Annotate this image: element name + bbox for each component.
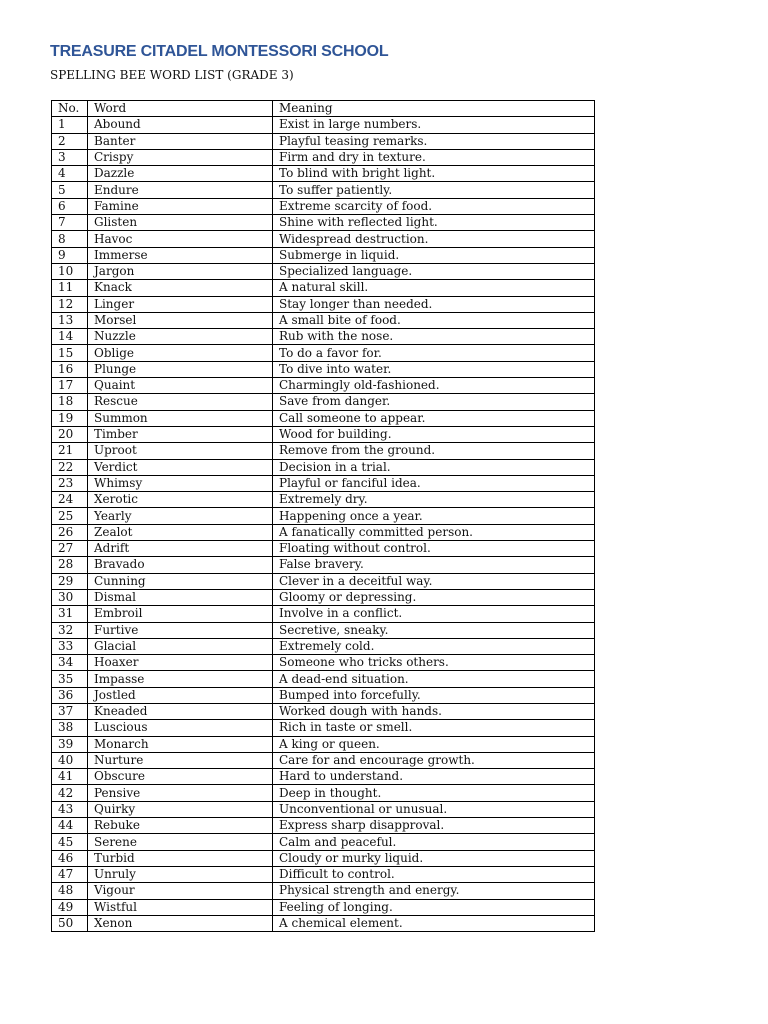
word-cell: Immerse xyxy=(88,247,273,263)
word-cell: Cunning xyxy=(88,573,273,589)
table-row xyxy=(52,720,595,736)
word-cell: Glacial xyxy=(88,638,273,654)
word-cell: Uproot xyxy=(88,443,273,459)
word-cell: Verdict xyxy=(88,459,273,475)
meaning-cell: Hard to understand. xyxy=(273,769,595,785)
row-number: 32 xyxy=(52,622,88,638)
row-number: 2 xyxy=(52,133,88,149)
meaning-cell: A natural skill. xyxy=(273,280,595,296)
row-number: 41 xyxy=(52,769,88,785)
word-cell: Linger xyxy=(88,296,273,312)
table-row xyxy=(52,655,595,671)
word-cell: Timber xyxy=(88,426,273,442)
table-row xyxy=(52,475,595,491)
table-row xyxy=(52,280,595,296)
word-cell: Hoaxer xyxy=(88,655,273,671)
row-number: 18 xyxy=(52,394,88,410)
table-row xyxy=(52,329,595,345)
row-number: 5 xyxy=(52,182,88,198)
row-number: 21 xyxy=(52,443,88,459)
word-cell: Crispy xyxy=(88,149,273,165)
table-row xyxy=(52,818,595,834)
table-row xyxy=(52,133,595,149)
column-header-word: Word xyxy=(88,101,273,117)
meaning-cell: Save from danger. xyxy=(273,394,595,410)
row-number: 45 xyxy=(52,834,88,850)
row-number: 50 xyxy=(52,915,88,931)
row-number: 31 xyxy=(52,606,88,622)
word-cell: Glisten xyxy=(88,215,273,231)
row-number: 38 xyxy=(52,720,88,736)
word-cell: Adrift xyxy=(88,541,273,557)
table-row xyxy=(52,378,595,394)
row-number: 17 xyxy=(52,378,88,394)
word-cell: Obscure xyxy=(88,769,273,785)
word-cell: Nuzzle xyxy=(88,329,273,345)
row-number: 26 xyxy=(52,524,88,540)
meaning-cell: Wood for building. xyxy=(273,426,595,442)
row-number: 20 xyxy=(52,426,88,442)
word-cell: Rebuke xyxy=(88,818,273,834)
table-row xyxy=(52,687,595,703)
row-number: 24 xyxy=(52,492,88,508)
row-number: 29 xyxy=(52,573,88,589)
word-cell: Furtive xyxy=(88,622,273,638)
table-row xyxy=(52,703,595,719)
word-cell: Dismal xyxy=(88,589,273,605)
meaning-cell: Shine with reflected light. xyxy=(273,215,595,231)
meaning-cell: Bumped into forcefully. xyxy=(273,687,595,703)
word-table-body xyxy=(52,101,595,932)
meaning-cell: Worked dough with hands. xyxy=(273,703,595,719)
row-number: 33 xyxy=(52,638,88,654)
word-cell: Dazzle xyxy=(88,166,273,182)
word-cell: Xerotic xyxy=(88,492,273,508)
word-cell: Oblige xyxy=(88,345,273,361)
table-row xyxy=(52,426,595,442)
table-row xyxy=(52,801,595,817)
word-cell: Embroil xyxy=(88,606,273,622)
word-cell: Whimsy xyxy=(88,475,273,491)
word-cell: Banter xyxy=(88,133,273,149)
meaning-cell: Firm and dry in texture. xyxy=(273,149,595,165)
row-number: 36 xyxy=(52,687,88,703)
row-number: 1 xyxy=(52,117,88,133)
word-cell: Turbid xyxy=(88,850,273,866)
table-row xyxy=(52,443,595,459)
meaning-cell: Unconventional or unusual. xyxy=(273,801,595,817)
meaning-cell: Stay longer than needed. xyxy=(273,296,595,312)
meaning-cell: False bravery. xyxy=(273,557,595,573)
row-number: 7 xyxy=(52,215,88,231)
row-number: 43 xyxy=(52,801,88,817)
table-row xyxy=(52,899,595,915)
table-row xyxy=(52,182,595,198)
meaning-cell: Deep in thought. xyxy=(273,785,595,801)
meaning-cell: Specialized language. xyxy=(273,263,595,279)
row-number: 15 xyxy=(52,345,88,361)
word-cell: Impasse xyxy=(88,671,273,687)
row-number: 47 xyxy=(52,866,88,882)
word-cell: Yearly xyxy=(88,508,273,524)
row-number: 28 xyxy=(52,557,88,573)
word-cell: Abound xyxy=(88,117,273,133)
table-row xyxy=(52,866,595,882)
word-cell: Bravado xyxy=(88,557,273,573)
row-number: 8 xyxy=(52,231,88,247)
meaning-cell: Physical strength and energy. xyxy=(273,883,595,899)
row-number: 22 xyxy=(52,459,88,475)
table-row xyxy=(52,589,595,605)
meaning-cell: A king or queen. xyxy=(273,736,595,752)
word-cell: Plunge xyxy=(88,361,273,377)
word-cell: Unruly xyxy=(88,866,273,882)
word-cell: Quirky xyxy=(88,801,273,817)
word-cell: Monarch xyxy=(88,736,273,752)
table-row xyxy=(52,850,595,866)
table-row xyxy=(52,215,595,231)
word-cell: Endure xyxy=(88,182,273,198)
row-number: 23 xyxy=(52,475,88,491)
word-cell: Famine xyxy=(88,198,273,214)
table-row xyxy=(52,671,595,687)
word-cell: Rescue xyxy=(88,394,273,410)
meaning-cell: A chemical element. xyxy=(273,915,595,931)
table-row xyxy=(52,834,595,850)
row-number: 14 xyxy=(52,329,88,345)
row-number: 25 xyxy=(52,508,88,524)
meaning-cell: Happening once a year. xyxy=(273,508,595,524)
row-number: 3 xyxy=(52,149,88,165)
table-row xyxy=(52,361,595,377)
meaning-cell: To blind with bright light. xyxy=(273,166,595,182)
table-row xyxy=(52,557,595,573)
list-subtitle: SPELLING BEE WORD LIST (GRADE 3) xyxy=(50,68,294,82)
row-number: 37 xyxy=(52,703,88,719)
meaning-cell: Extremely cold. xyxy=(273,638,595,654)
table-row xyxy=(52,508,595,524)
school-title: TREASURE CITADEL MONTESSORI SCHOOL xyxy=(50,43,389,60)
table-row xyxy=(52,312,595,328)
table-row xyxy=(52,752,595,768)
meaning-cell: Extreme scarcity of food. xyxy=(273,198,595,214)
meaning-cell: Playful or fanciful idea. xyxy=(273,475,595,491)
table-row xyxy=(52,198,595,214)
meaning-cell: To do a favor for. xyxy=(273,345,595,361)
meaning-cell: Someone who tricks others. xyxy=(273,655,595,671)
row-number: 35 xyxy=(52,671,88,687)
table-row xyxy=(52,785,595,801)
row-number: 46 xyxy=(52,850,88,866)
word-cell: Morsel xyxy=(88,312,273,328)
meaning-cell: A small bite of food. xyxy=(273,312,595,328)
table-row xyxy=(52,263,595,279)
row-number: 48 xyxy=(52,883,88,899)
row-number: 9 xyxy=(52,247,88,263)
table-row xyxy=(52,638,595,654)
meaning-cell: A dead-end situation. xyxy=(273,671,595,687)
table-row xyxy=(52,524,595,540)
word-cell: Jostled xyxy=(88,687,273,703)
word-cell: Knack xyxy=(88,280,273,296)
meaning-cell: Widespread destruction. xyxy=(273,231,595,247)
column-header-number: No. xyxy=(52,101,88,117)
row-number: 49 xyxy=(52,899,88,915)
word-cell: Serene xyxy=(88,834,273,850)
table-row xyxy=(52,883,595,899)
meaning-cell: Calm and peaceful. xyxy=(273,834,595,850)
meaning-cell: Cloudy or murky liquid. xyxy=(273,850,595,866)
meaning-cell: Floating without control. xyxy=(273,541,595,557)
table-row xyxy=(52,573,595,589)
meaning-cell: Feeling of longing. xyxy=(273,899,595,915)
row-number: 6 xyxy=(52,198,88,214)
meaning-cell: Call someone to appear. xyxy=(273,410,595,426)
table-header-row xyxy=(52,101,595,117)
word-cell: Kneaded xyxy=(88,703,273,719)
word-table xyxy=(51,100,595,932)
table-row xyxy=(52,541,595,557)
table-row xyxy=(52,769,595,785)
meaning-cell: Difficult to control. xyxy=(273,866,595,882)
meaning-cell: Remove from the ground. xyxy=(273,443,595,459)
row-number: 12 xyxy=(52,296,88,312)
meaning-cell: Rub with the nose. xyxy=(273,329,595,345)
word-cell: Wistful xyxy=(88,899,273,915)
meaning-cell: Involve in a conflict. xyxy=(273,606,595,622)
meaning-cell: Exist in large numbers. xyxy=(273,117,595,133)
table-row xyxy=(52,394,595,410)
table-row xyxy=(52,117,595,133)
table-row xyxy=(52,345,595,361)
meaning-cell: Charmingly old-fashioned. xyxy=(273,378,595,394)
word-cell: Quaint xyxy=(88,378,273,394)
meaning-cell: Gloomy or depressing. xyxy=(273,589,595,605)
row-number: 34 xyxy=(52,655,88,671)
meaning-cell: Extremely dry. xyxy=(273,492,595,508)
meaning-cell: Rich in taste or smell. xyxy=(273,720,595,736)
row-number: 16 xyxy=(52,361,88,377)
meaning-cell: A fanatically committed person. xyxy=(273,524,595,540)
meaning-cell: Express sharp disapproval. xyxy=(273,818,595,834)
word-cell: Jargon xyxy=(88,263,273,279)
row-number: 19 xyxy=(52,410,88,426)
table-row xyxy=(52,492,595,508)
meaning-cell: Submerge in liquid. xyxy=(273,247,595,263)
word-cell: Zealot xyxy=(88,524,273,540)
table-row xyxy=(52,622,595,638)
word-cell: Vigour xyxy=(88,883,273,899)
column-header-meaning: Meaning xyxy=(273,101,595,117)
row-number: 27 xyxy=(52,541,88,557)
table-row xyxy=(52,915,595,931)
table-row xyxy=(52,606,595,622)
row-number: 13 xyxy=(52,312,88,328)
meaning-cell: Secretive, sneaky. xyxy=(273,622,595,638)
table-row xyxy=(52,296,595,312)
table-row xyxy=(52,410,595,426)
meaning-cell: Care for and encourage growth. xyxy=(273,752,595,768)
row-number: 30 xyxy=(52,589,88,605)
word-cell: Summon xyxy=(88,410,273,426)
row-number: 11 xyxy=(52,280,88,296)
row-number: 4 xyxy=(52,166,88,182)
word-cell: Havoc xyxy=(88,231,273,247)
meaning-cell: Clever in a deceitful way. xyxy=(273,573,595,589)
table-row xyxy=(52,231,595,247)
word-cell: Luscious xyxy=(88,720,273,736)
meaning-cell: To dive into water. xyxy=(273,361,595,377)
table-row xyxy=(52,149,595,165)
word-cell: Xenon xyxy=(88,915,273,931)
meaning-cell: Decision in a trial. xyxy=(273,459,595,475)
meaning-cell: To suffer patiently. xyxy=(273,182,595,198)
table-row xyxy=(52,166,595,182)
table-row xyxy=(52,459,595,475)
word-cell: Pensive xyxy=(88,785,273,801)
row-number: 42 xyxy=(52,785,88,801)
row-number: 10 xyxy=(52,263,88,279)
row-number: 44 xyxy=(52,818,88,834)
meaning-cell: Playful teasing remarks. xyxy=(273,133,595,149)
row-number: 40 xyxy=(52,752,88,768)
table-row xyxy=(52,247,595,263)
word-cell: Nurture xyxy=(88,752,273,768)
row-number: 39 xyxy=(52,736,88,752)
table-row xyxy=(52,736,595,752)
